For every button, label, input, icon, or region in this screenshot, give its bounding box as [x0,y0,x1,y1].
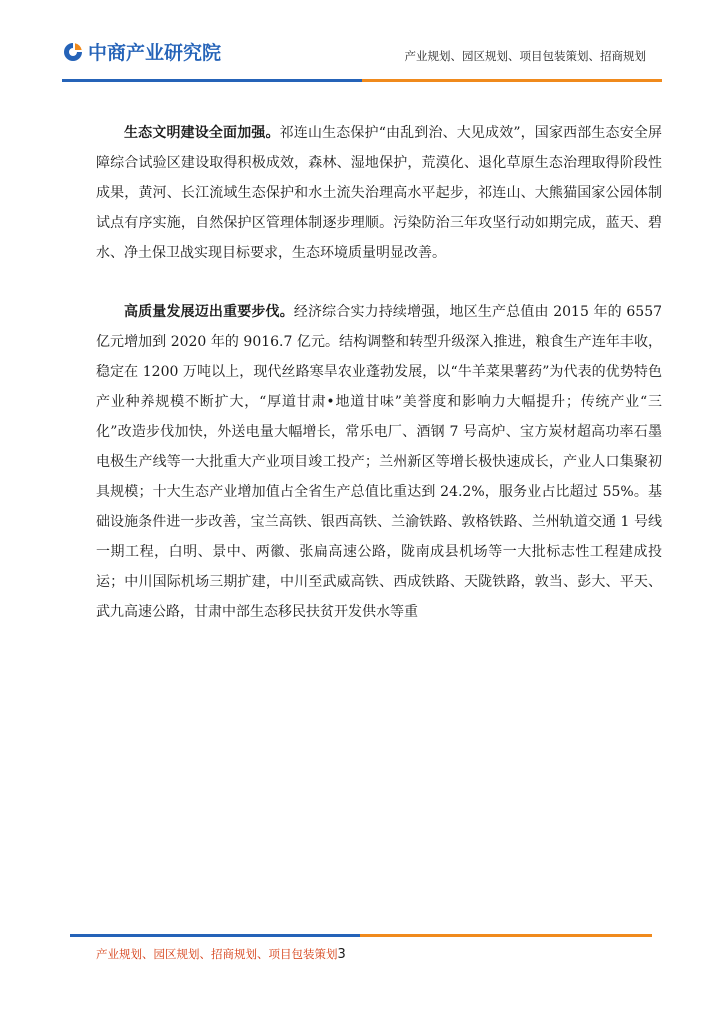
paragraph-lead: 生态文明建设全面加强。 [124,125,280,141]
paragraph-text: 祁连山生态保护“由乱到治、大见成效”，国家西部生态安全屏障综合试验区建设取得积极成效，森林、湿地保护，荒漠化、退化草原生态治理取得阶段性成果，黄河、长江流域生态保护和水土流失治理高水平起步，祁连山、大熊猫国家公园体制试点有序实施，自然保护区管理体制逐步理顺。污染防治三年攻坚行动如期完成，蓝天、碧水、净土保卫战实现目标要求，生态环境质量明显改善。 [96,125,662,261]
document-body [96,118,662,656]
brand-logo [62,38,221,65]
paragraph-development [96,297,662,627]
page-footer [96,946,346,962]
paragraph-lead: 高质量发展迈出重要步伐。 [124,304,294,320]
page-header [0,0,724,86]
page-number: 3 [337,947,346,962]
header-tagline: 产业规划、园区规划、项目包装策划、招商规划 [404,49,646,63]
header-divider-orange [362,79,662,82]
header-divider-blue [62,79,362,82]
footer-divider-blue [70,934,360,937]
paragraph-ecology [96,118,662,268]
footer-text: 产业规划、园区规划、招商规划、项目包装策划 [96,947,338,961]
footer-divider-orange [360,934,652,937]
logo-text: 中商产业研究院 [88,42,222,64]
paragraph-text: 经济综合实力持续增强，地区生产总值由 2015 年的 6557 亿元增加到 2020 年的 9016.7 亿元。结构调整和转型升级深入推进，粮食生产连年丰收，稳定在 1200 万吨以上，现代丝路寒旱农业蓬勃发展，以“牛羊菜果薯药”为代表的优势特色产业种养规模不断扩大，“厚道甘肃•地道甘味”美誉度和影响力大幅提升；传统产业“三化”改造步伐加快，外送电量大幅增长，常乐电厂、酒钢 7 号高炉、宝方炭材超高功率石墨电极生产线等一大批重大产业项目竣工投产；兰州新区等增长极快速成长，产业人口集聚初具规模；十大生态产业增加值占全省生产总值比重达到 24.2%，服务业占比超过 55%。基础设施条件进一步改善，宝兰高铁、银西高铁、兰渝铁路、敦格铁路、兰州轨道交通 1 号线一期工程，白明、景中、两徽、张扁高速公路，陇南成县机场等一大批标志性工程建成投运；中川国际机场三期扩建，中川至武威高铁、西成铁路、天陇铁路，敦当、彭大、平天、武九高速公路，甘肃中部生态移民扶贫开发供水等重 [96,304,663,620]
ccri-logo-icon [62,41,84,63]
